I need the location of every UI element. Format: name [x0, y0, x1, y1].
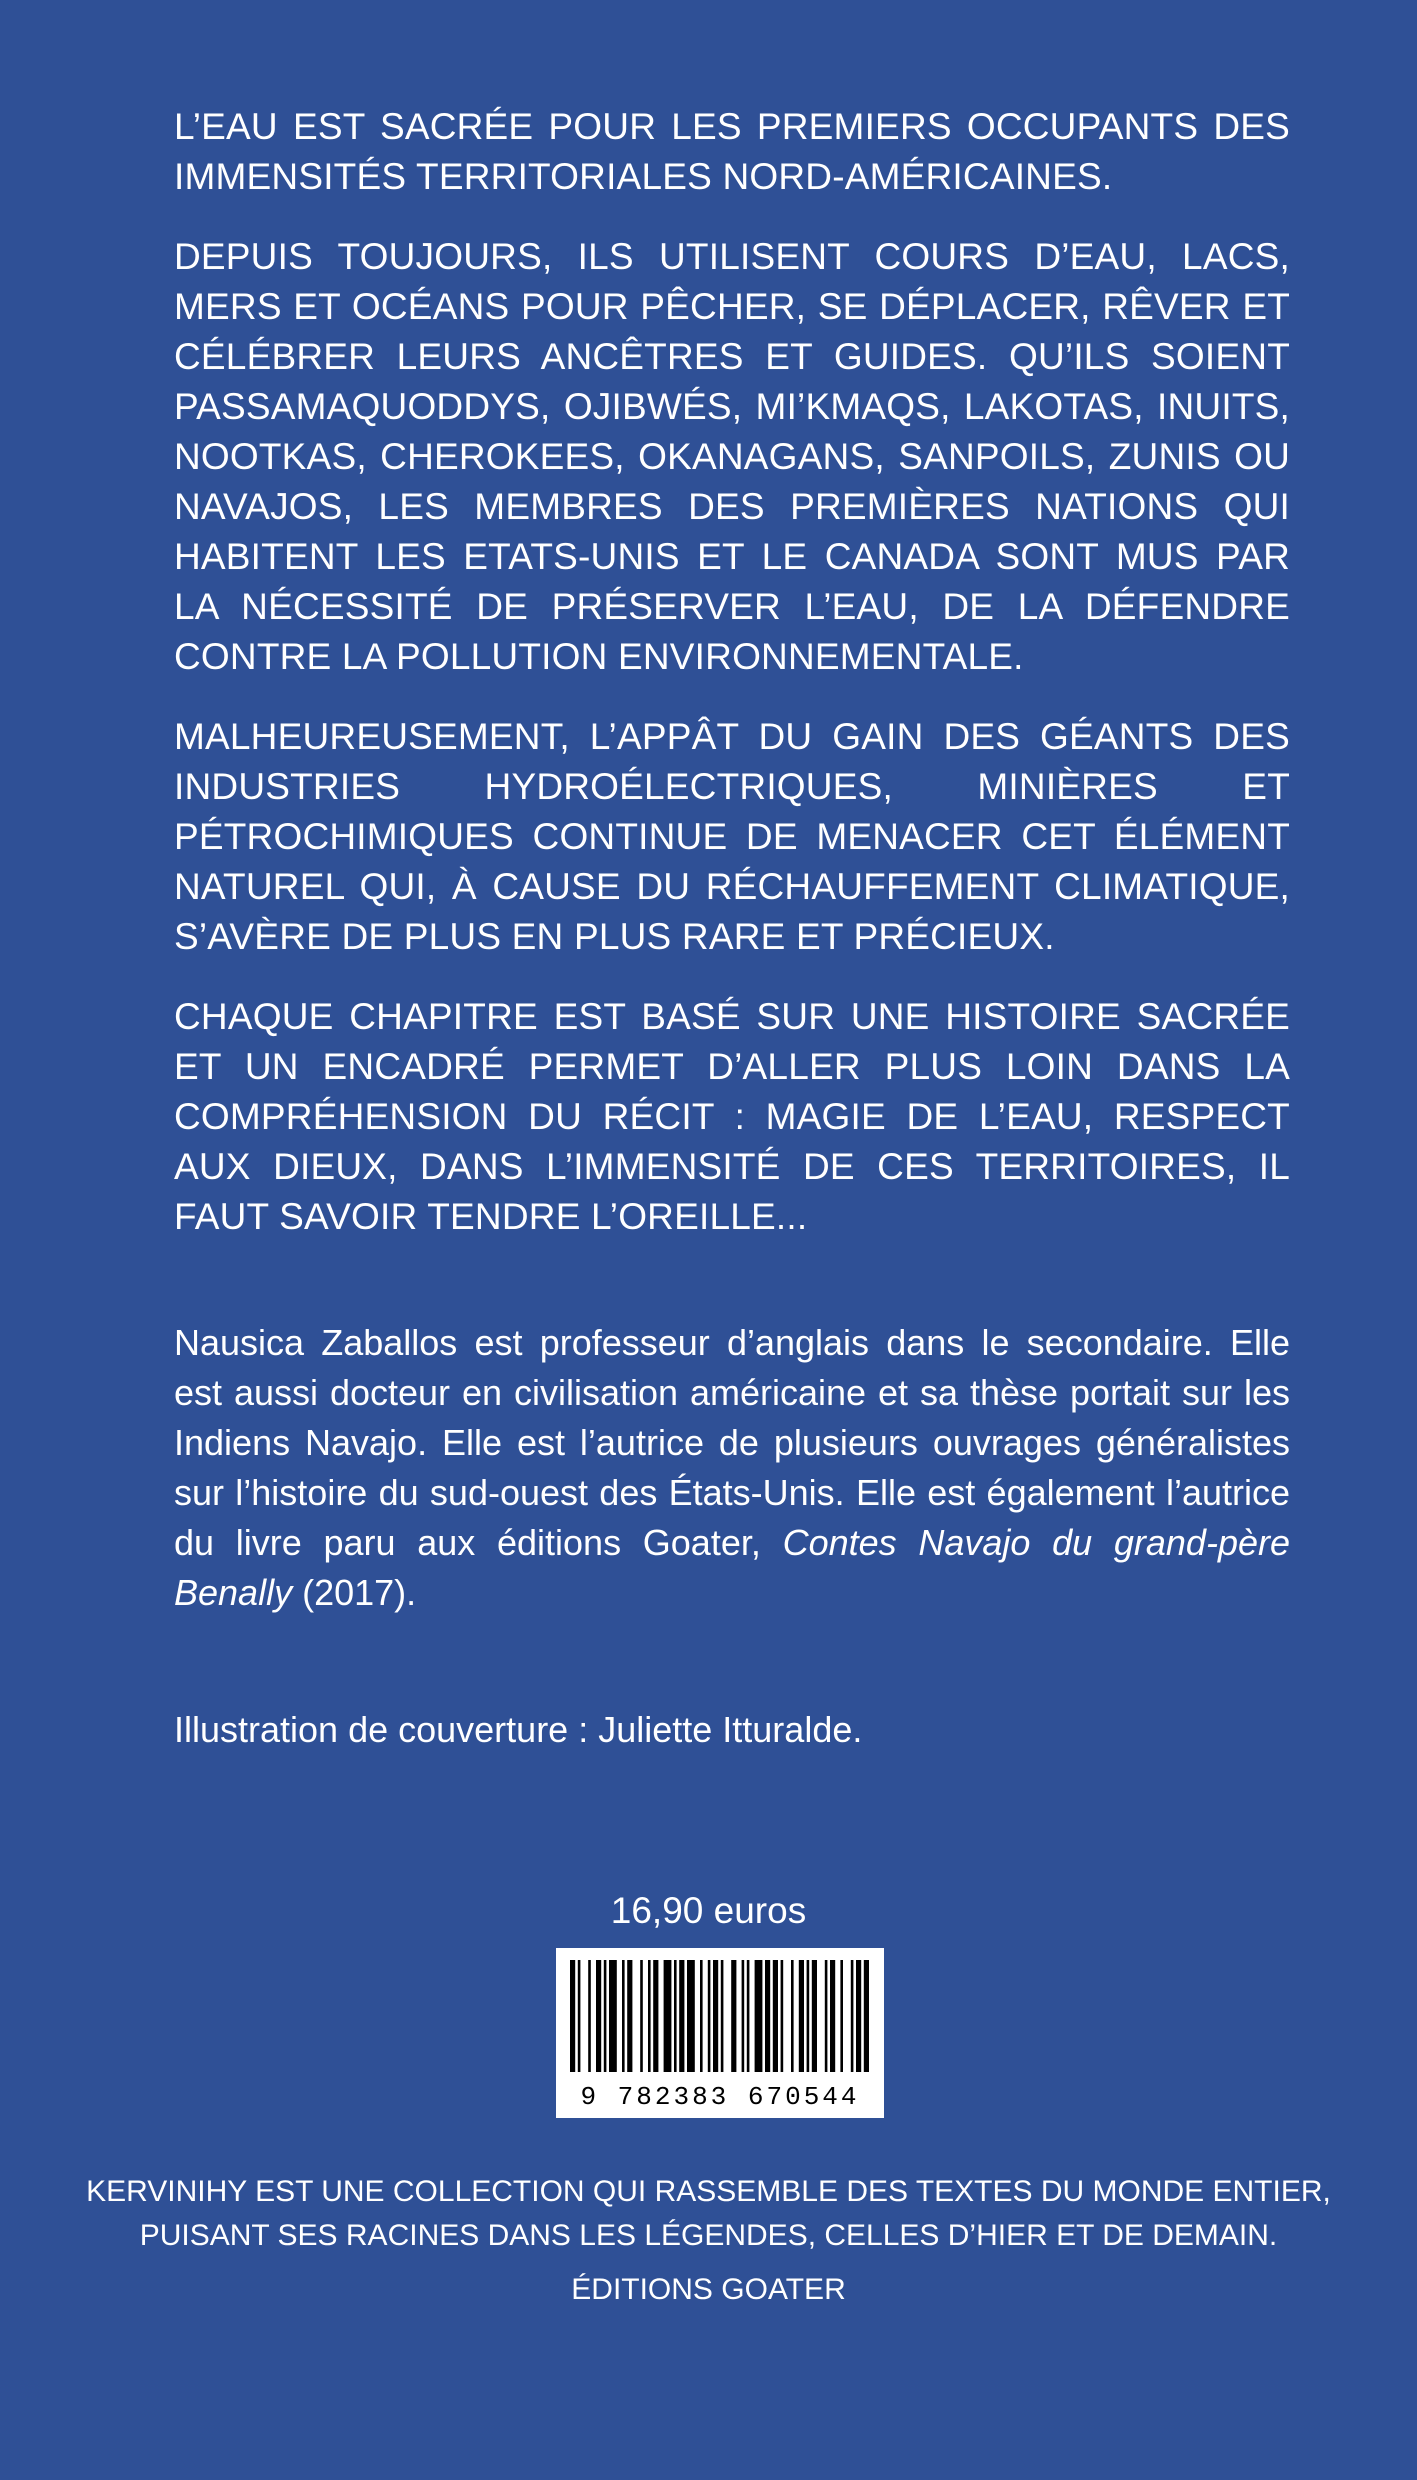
isbn-number: 9 782383 670544 [580, 2082, 860, 2112]
barcode-bar [864, 1960, 869, 2072]
collection-line-1: KERVINIHY EST UNE COLLECTION QUI RASSEMBLE DES TEXTES DU MONDE ENTIER, [86, 2175, 1331, 2208]
blurb-paragraph-4: CHAQUE CHAPITRE EST BASÉ SUR UNE HISTOIRE SACRÉE ET UN ENCADRÉ PERMET D’ALLER PLUS LOIN DANS LA COMPRÉHENSION DU RÉCIT : MAGIE DE L’EAU, RESPECT AUX DIEUX, DANS L’IMMENSITÉ DE CES TERRITOIRES, IL FAUT SAVOIR TENDRE L’OREILLE... [174, 996, 1290, 1237]
barcode-bar [596, 1960, 601, 2072]
barcode-bar [604, 1960, 607, 2072]
isbn-barcode [556, 1948, 884, 2118]
author-bio [174, 1318, 1290, 1618]
barcode-bar [570, 1960, 575, 2072]
barcode-bar [713, 1960, 718, 2072]
barcode-bar [731, 1960, 736, 2072]
barcode-bar [578, 1960, 581, 2072]
publisher-name: ÉDITIONS GOATER [571, 2273, 846, 2306]
collection-description [0, 2170, 1417, 2258]
barcode-bar [622, 1960, 625, 2072]
back-cover-blurb [174, 102, 1290, 1272]
barcode-bar [755, 1960, 763, 2072]
barcode-bar [791, 1960, 794, 2072]
author-bio-text: Nausica Zaballos est professeur d’anglais dans le secondaire. Elle est aussi docteur en civilisation américaine et sa thèse portait sur les Indiens Navajo. Elle est l’autrice de plusieurs ouvrages généralistes sur l’histoire du sud-ouest des États-Unis. Elle est également l’autrice du livre paru aux éditions Goater, [174, 1322, 1290, 1563]
barcode-bar [700, 1960, 703, 2072]
barcode-bar [627, 1960, 632, 2072]
barcode-bar [812, 1960, 817, 2072]
barcode-bar [799, 1960, 804, 2072]
barcode-bar [679, 1960, 684, 2072]
barcode-bar [687, 1960, 695, 2072]
collection-line-2: PUISANT SES RACINES DANS LES LÉGENDES, CELLES D’HIER ET DE DEMAIN. [139, 2219, 1278, 2252]
cover-illustration-credit: Illustration de couverture : Juliette Itturalde. [174, 1709, 863, 1750]
barcode-bar [773, 1960, 778, 2072]
blurb-paragraph-2: DEPUIS TOUJOURS, ILS UTILISENT COURS D’EAU, LACS, MERS ET OCÉANS POUR PÊCHER, SE DÉPLACER, RÊVER ET CÉLÉBRER LEURS ANCÊTRES ET GUIDES. QU’ILS SOIENT PASSAMAQUODDYS, OJIBWÉS, MI’KMAQS, LAKOTAS, INUITS, NOOTKAS, CHEROKEES, OKANAGANS, SANPOILS, ZUNIS OU NAVAJOS, LES MEMBRES DES PREMIÈRES NATIONS QUI HABITENT LES ETATS-UNIS ET LE CANADA SONT MUS PAR LA NÉCESSITÉ DE PRÉSERVER L’EAU, DE LA DÉFENDRE CONTRE LA POLLUTION ENVIRONNEMENTALE. [174, 236, 1290, 677]
barcode-bar [781, 1960, 784, 2072]
barcode-bar [721, 1960, 724, 2072]
price-label: 16,90 euros [610, 1890, 807, 1931]
blurb-paragraph-3: MALHEUREUSEMENT, L’APPÂT DU GAIN DES GÉANTS DES INDUSTRIES HYDROÉLECTRIQUES, MINIÈRES ET PÉTROCHIMIQUES CONTINUE DE MENACER CET ÉLÉMENT NATUREL QUI, À CAUSE DU RÉCHAUFFEMENT CLIMATIQUE, S’AVÈRE DE PLUS EN PLUS RARE ET PRÉCIEUX. [174, 716, 1290, 957]
barcode-bar [851, 1960, 854, 2072]
barcode-bar [674, 1960, 677, 2072]
barcode-bar [830, 1960, 835, 2072]
barcode-bar [765, 1960, 770, 2072]
barcode-bar [640, 1960, 643, 2072]
barcode-bar [653, 1960, 658, 2072]
barcode-bar [648, 1960, 651, 2072]
barcode-bar [856, 1960, 861, 2072]
book-year: (2017). [292, 1572, 417, 1613]
barcode-bar [807, 1960, 810, 2072]
barcode-bar [747, 1960, 750, 2072]
barcode-bar [840, 1960, 843, 2072]
barcode-bar [588, 1960, 591, 2072]
barcode-bar [825, 1960, 828, 2072]
barcode-bar [742, 1960, 745, 2072]
blurb-paragraph-1: L’EAU EST SACRÉE POUR LES PREMIERS OCCUPANTS DES IMMENSITÉS TERRITORIALES NORD-AMÉRICAINES. [174, 106, 1290, 197]
barcode-bar [664, 1960, 672, 2072]
author-bio-paragraph [174, 1318, 1290, 1618]
book-title: Contes Navajo du grand-père Benally [174, 1522, 1290, 1613]
barcode-bar [708, 1960, 711, 2072]
barcode-bar [609, 1960, 617, 2072]
barcode-bars [556, 1948, 884, 2078]
